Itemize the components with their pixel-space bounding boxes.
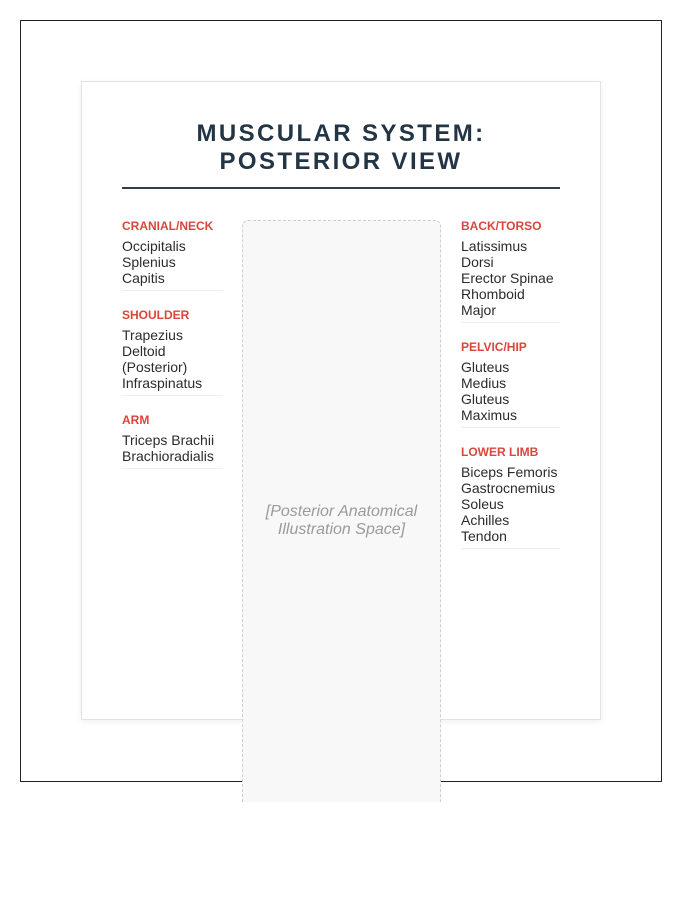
section-cranial-neck <box>122 218 223 291</box>
section-lower-limb <box>461 444 560 549</box>
list-item: Deltoid <box>122 343 166 359</box>
list-item: Infraspinatus <box>122 375 203 391</box>
list-item: Biceps Femoris <box>461 464 558 480</box>
section-title: BACK/TORSO <box>461 219 542 233</box>
list-item: Achilles <box>461 512 510 528</box>
right-column <box>461 218 560 565</box>
illustration-placeholder-text <box>243 503 440 539</box>
page-title <box>122 120 560 176</box>
illustration-placeholder <box>242 220 441 811</box>
list-item: Erector Spinae <box>461 270 554 286</box>
section-back-torso <box>461 218 560 323</box>
title-line-1: MUSCULAR SYSTEM: <box>196 120 486 147</box>
list-item: Triceps Brachii <box>122 432 215 448</box>
list-item: Brachioradialis <box>122 448 214 464</box>
list-item: Soleus <box>461 496 504 512</box>
placeholder-line-2: Illustration Space] <box>277 521 406 538</box>
list-item: Medius <box>461 375 507 391</box>
section-shoulder <box>122 307 223 396</box>
section-pelvic-hip <box>461 339 560 428</box>
list-item: Tendon <box>461 528 507 544</box>
list-item: Rhomboid <box>461 286 525 302</box>
title-divider <box>122 187 560 189</box>
list-item: Splenius <box>122 254 176 270</box>
section-title: CRANIAL/NECK <box>122 219 214 233</box>
section-arm <box>122 412 223 469</box>
list-item: Trapezius <box>122 327 183 343</box>
list-item: Latissimus <box>461 238 528 254</box>
list-item: Occipitalis <box>122 238 186 254</box>
list-item: Major <box>461 302 497 318</box>
list-item: Gluteus <box>461 391 510 407</box>
section-title: ARM <box>122 413 150 427</box>
list-item: Dorsi <box>461 254 494 270</box>
section-title: PELVIC/HIP <box>461 340 527 354</box>
section-title: SHOULDER <box>122 308 190 322</box>
title-line-2: POSTERIOR VIEW <box>219 148 463 175</box>
section-title: LOWER LIMB <box>461 445 539 459</box>
list-item: Maximus <box>461 407 518 423</box>
placeholder-line-1: [Posterior Anatomical <box>265 503 418 520</box>
left-column <box>122 218 223 485</box>
list-item: Gluteus <box>461 359 510 375</box>
list-item: Capitis <box>122 270 165 286</box>
page-bottom-clip <box>230 802 460 902</box>
list-item: Gastrocnemius <box>461 480 556 496</box>
list-item: (Posterior) <box>122 359 188 375</box>
